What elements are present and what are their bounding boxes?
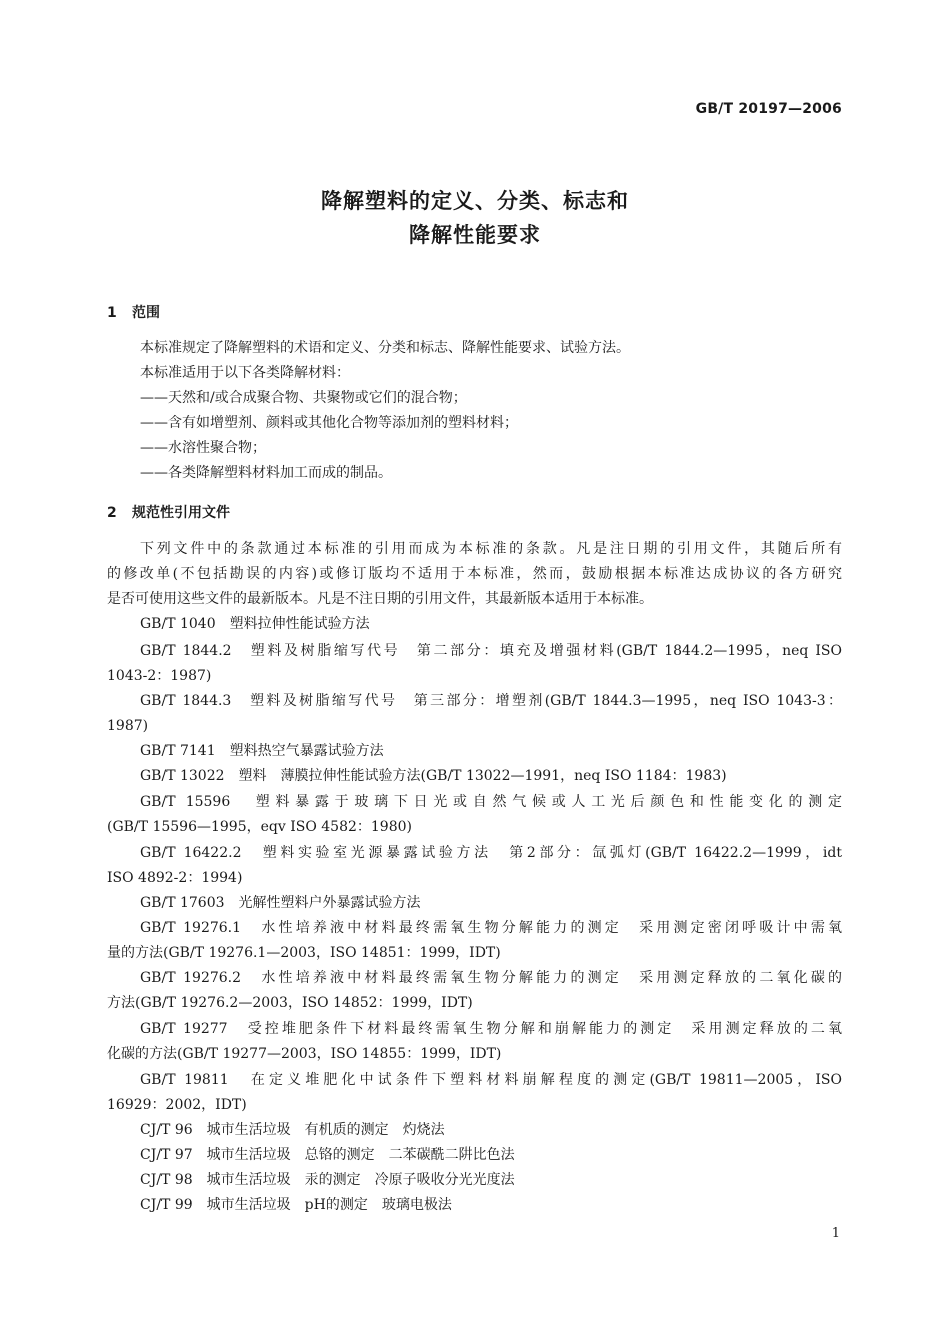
reference-item: CJ/T 96 城市生活垃圾 有机质的测定 灼烧法 xyxy=(140,1122,445,1138)
reference-item-continuation: (GB/T 15596—1995，eqv ISO 4582：1980) xyxy=(107,819,412,835)
list-item: ——含有如增塑剂、颜料或其他化合物等添加剂的塑料材料； xyxy=(140,415,518,431)
reference-item: GB/T 19276.2 水性培养液中材料最终需氧生物分解能力的测定 采用测定释放的二氧化碳的 xyxy=(140,970,842,986)
reference-item: GB/T 1844.3 塑料及树脂缩写代号 第三部分：增塑剂(GB/T 1844.3—1995，neq ISO 1043-3： xyxy=(140,693,842,709)
reference-item-continuation: ISO 4892-2：1994) xyxy=(107,870,243,886)
reference-item: CJ/T 97 城市生活垃圾 总铬的测定 二苯碳酰二阱比色法 xyxy=(140,1147,515,1163)
page-number: 1 xyxy=(831,1226,840,1241)
document-title-line-2: 降解性能要求 xyxy=(409,223,541,247)
paragraph-line: 本标准规定了降解塑料的术语和定义、分类和标志、降解性能要求、试验方法。 xyxy=(140,340,630,356)
section-number: 1 xyxy=(107,305,117,321)
section-title: 范围 xyxy=(132,305,160,321)
reference-item: GB/T 15596 塑料暴露于玻璃下日光或自然气候或人工光后颜色和性能变化的测定 xyxy=(140,794,842,810)
list-item: ——水溶性聚合物； xyxy=(140,440,266,456)
reference-item: GB/T 19277 受控堆肥条件下材料最终需氧生物分解和崩解能力的测定 采用测定释放的二氧 xyxy=(140,1021,842,1037)
paragraph-line: 是否可使用这些文件的最新版本。凡是不注日期的引用文件，其最新版本适用于本标准。 xyxy=(107,591,653,607)
reference-item: GB/T 7141 塑料热空气暴露试验方法 xyxy=(140,743,384,759)
reference-item-continuation: 16929：2002，IDT) xyxy=(107,1097,247,1113)
paragraph-line: 下列文件中的条款通过本标准的引用而成为本标准的条款。凡是注日期的引用文件，其随后所有 xyxy=(140,541,842,557)
section-1-heading xyxy=(107,302,160,322)
reference-item: GB/T 16422.2 塑料实验室光源暴露试验方法 第2部分：氙弧灯(GB/T 16422.2—1999，idt xyxy=(140,845,842,861)
list-item: ——各类降解塑料材料加工而成的制品。 xyxy=(140,465,392,481)
reference-item-continuation: 1043-2：1987) xyxy=(107,668,212,684)
reference-item-continuation: 化碳的方法(GB/T 19277—2003，ISO 14855：1999，IDT) xyxy=(107,1046,502,1062)
reference-item: GB/T 1844.2 塑料及树脂缩写代号 第二部分：填充及增强材料(GB/T 1844.2—1995，neq ISO xyxy=(140,643,842,659)
section-title: 规范性引用文件 xyxy=(132,505,230,521)
reference-item: CJ/T 99 城市生活垃圾 pH的测定 玻璃电极法 xyxy=(140,1197,452,1213)
reference-item-continuation: 量的方法(GB/T 19276.1—2003，ISO 14851：1999，IDT) xyxy=(107,945,501,961)
document-title-line-1: 降解塑料的定义、分类、标志和 xyxy=(321,189,629,213)
paragraph-line: 的修改单(不包括勘误的内容)或修订版均不适用于本标准，然而，鼓励根据本标准达成协议的各方研究 xyxy=(107,566,842,582)
reference-item-continuation: 方法(GB/T 19276.2—2003，ISO 14852：1999，IDT) xyxy=(107,995,473,1011)
paragraph-line: 本标准适用于以下各类降解材料： xyxy=(140,365,350,381)
reference-item: GB/T 1040 塑料拉伸性能试验方法 xyxy=(140,616,370,632)
reference-item: GB/T 13022 塑料 薄膜拉伸性能试验方法(GB/T 13022—1991，neq ISO 1184：1983) xyxy=(140,768,727,784)
reference-item: GB/T 19811 在定义堆肥化中试条件下塑料材料崩解程度的测定(GB/T 19811—2005，ISO xyxy=(140,1072,842,1088)
reference-item: GB/T 17603 光解性塑料户外暴露试验方法 xyxy=(140,895,421,911)
section-number: 2 xyxy=(107,505,117,521)
reference-item: CJ/T 98 城市生活垃圾 汞的测定 冷原子吸收分光光度法 xyxy=(140,1172,515,1188)
reference-item-continuation: 1987) xyxy=(107,718,149,734)
standard-code: GB/T 20197—2006 xyxy=(695,101,842,117)
section-2-heading xyxy=(107,502,230,522)
reference-item: GB/T 19276.1 水性培养液中材料最终需氧生物分解能力的测定 采用测定密闭呼吸计中需氧 xyxy=(140,920,842,936)
list-item: ——天然和/或合成聚合物、共聚物或它们的混合物； xyxy=(140,390,467,406)
